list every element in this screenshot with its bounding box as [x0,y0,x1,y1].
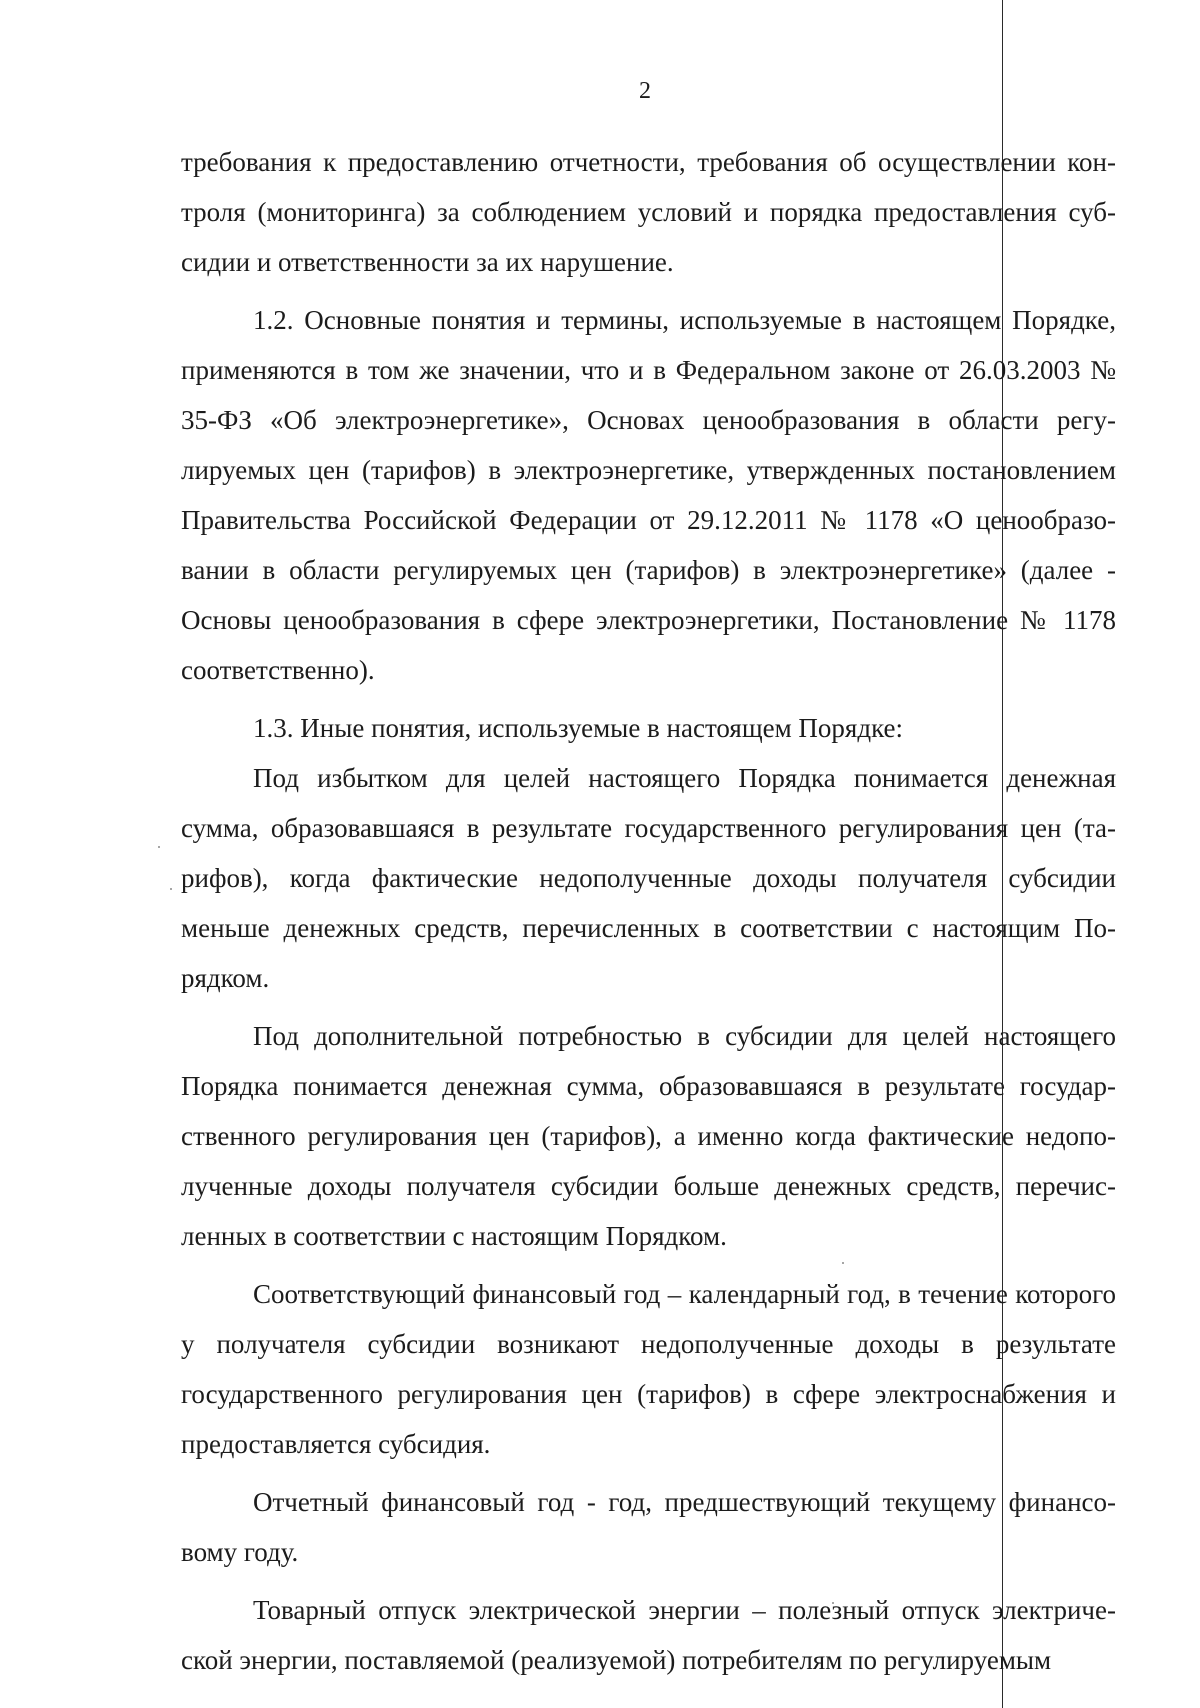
paragraph-reporting-year: Отчетный финансовый год - год, предшествующий текущему финансовому году. [181,1487,1116,1567]
paragraph-commodity-supply: Товарный отпуск электрической энергии – полезный отпуск электрической энергии, поставляемой (реализуемой) потребителям по регулируемым [181,1595,1116,1675]
paragraph-1-3: 1.3. Иные понятия, используемые в настоящем Порядке: [253,713,904,743]
paragraph-financial-year: Соответствующий финансовый год – календарный год, в течение которого у получателя субсидии возникают недополученные доходы в результате государственного регулирования цен (тарифов) в сфере электроснабжения и предоставляется субсидия. [181,1279,1116,1459]
paragraph-1-2: 1.2. Основные понятия и термины, используемые в настоящем Порядке, применяются в том же значении, что и в Федеральном законе от 26.03.2003 № 35-ФЗ «Об электроэнергетике», Основах ценообразования в области регулируемых цен (тарифов) в электроэнергетике, утвержденных постановлением Правительства Российской Федерации от 29.12.2011 № 1178 «О ценообразовании в области регулируемых цен (тарифов) в электроэнергетике» (далее - Основы ценообразования в сфере электроэнергетики, Постановление № 1178 соответственно). [181,305,1116,685]
scan-speck [158,846,160,848]
paragraph-additional-need: Под дополнительной потребностью в субсидии для целей настоящего Порядка понимается денежная сумма, образовавшаяся в результате государственного регулирования цен (тарифов), а именно когда фактические недополученные доходы получателя субсидии больше денежных средств, перечисленных в соответствии с настоящим Порядком. [181,1021,1116,1251]
scan-speck [170,888,172,890]
paragraph-requirements: требования к предоставлению отчетности, требования об осуществлении контроля (мониторинга) за соблюдением условий и порядка предоставления субсидии и ответственности за их нарушение. [181,147,1116,277]
page-number: 2 [639,78,651,104]
document-body [181,137,1116,1685]
paragraph-surplus: Под избытком для целей настоящего Порядка понимается денежная сумма, образовавшаяся в результате государственного регулирования цен (тарифов), когда фактические недополученные доходы получателя субсидии меньше денежных средств, перечисленных в соответствии с настоящим Порядком. [181,763,1116,993]
